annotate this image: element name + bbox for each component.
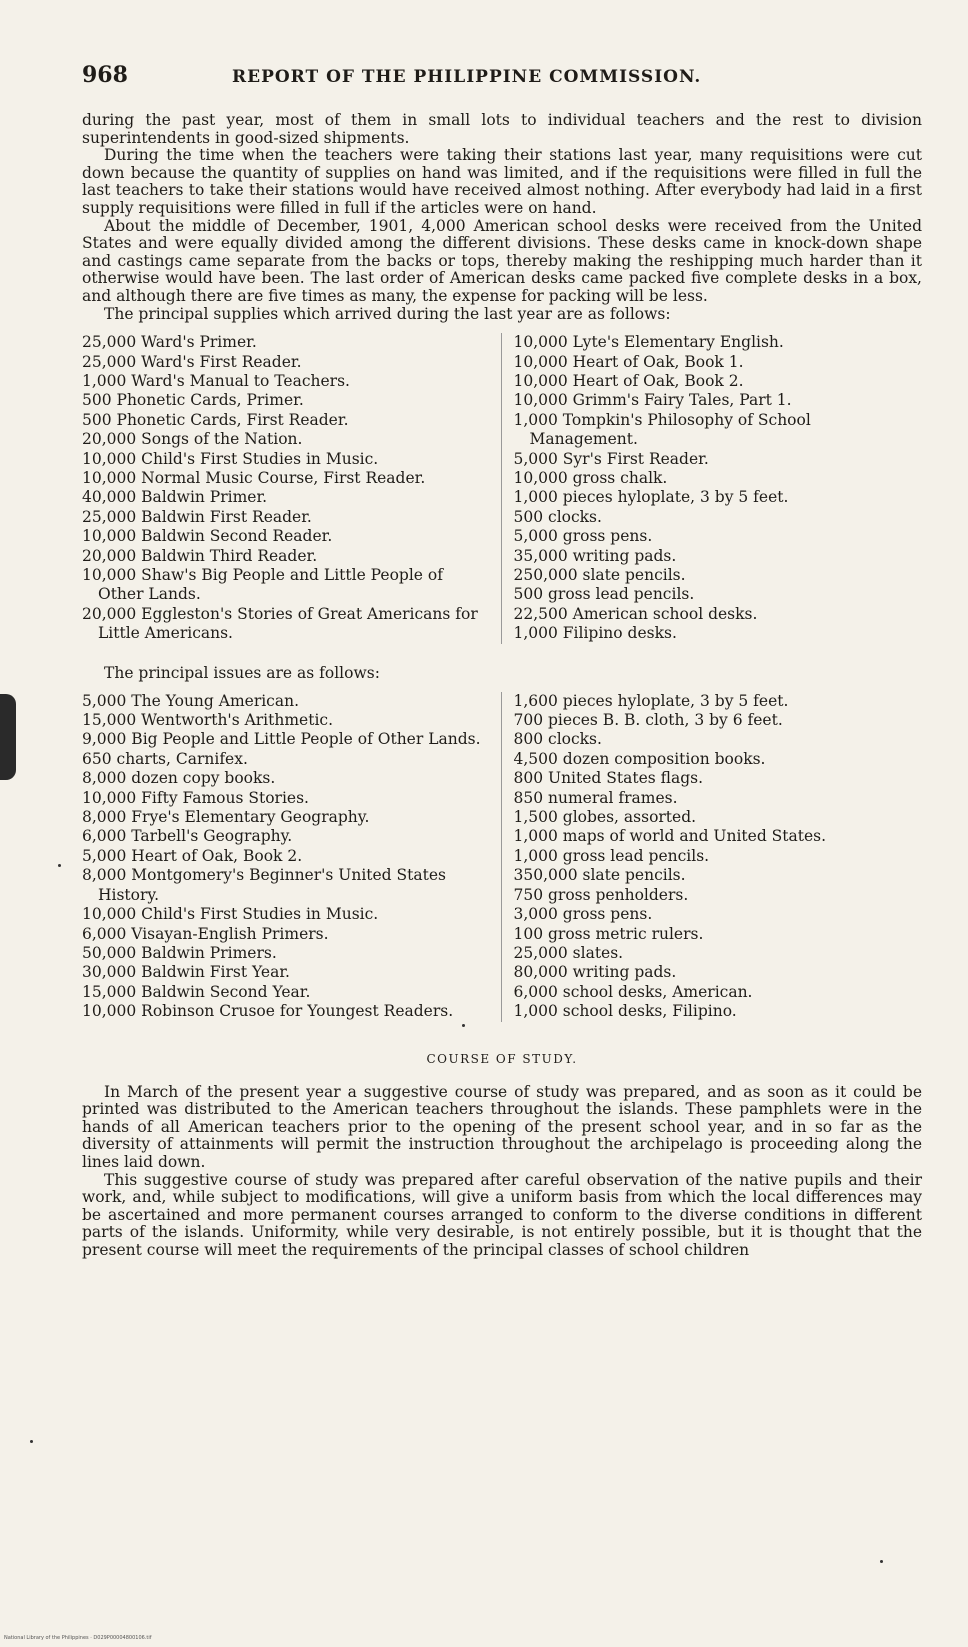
list-item: 15,000 Wentworth's Arithmetic. [82, 711, 334, 730]
list-item: 500 Phonetic Cards, Primer. [82, 391, 304, 410]
list-item: 10,000 Normal Music Course, First Reader. [82, 468, 426, 487]
list-item: 1,500 globes, assorted. [513, 808, 697, 827]
list-item: 1,000 pieces hyloplate, 3 by 5 feet. [513, 488, 789, 507]
list-item: 6,000 Visayan-English Primers. [82, 924, 329, 943]
list-item: 10,000 Shaw's Big People and Little People of Other Lands. [82, 566, 443, 604]
list-item: 10,000 Lyte's Elementary English. [513, 333, 784, 352]
list-item: 800 United States flags. [513, 769, 704, 788]
list-item: 750 gross penholders. [513, 885, 689, 904]
list-item: 700 pieces B. B. cloth, 3 by 6 feet. [513, 711, 783, 730]
list-item: 20,000 Eggleston's Stories of Great Americans for Little Americans. [82, 604, 478, 643]
page-number: 968 [82, 62, 128, 88]
list-item: 8,000 Frye's Elementary Geography. [82, 808, 370, 827]
issues-left-column [82, 692, 502, 1022]
list-item: 1,600 pieces hyloplate, 3 by 5 feet. [513, 691, 789, 710]
list-item: 5,000 Syr's First Reader. [513, 449, 709, 468]
list-item: 25,000 Ward's Primer. [82, 333, 257, 352]
list-item: 6,000 school desks, American. [513, 982, 753, 1001]
list-item: 10,000 Heart of Oak, Book 2. [513, 371, 744, 390]
list-item: 10,000 gross chalk. [513, 468, 668, 487]
list-item: 50,000 Baldwin Primers. [82, 943, 277, 962]
paragraph: During the time when the teachers were taking their stations last year, many requisitions were cut down because the quantity of supplies on hand was limited, and if the requisitions were filled in full the last teachers to take their stations would have received almost nothing. After everybody had laid in a first supply requisitions were filled in full if the articles were on hand. [82, 146, 922, 217]
list-item: 800 clocks. [513, 730, 602, 749]
list-item: 1,000 Tompkin's Philosophy of School Management. [513, 410, 811, 449]
list-item: 650 charts, Carnifex. [82, 749, 248, 768]
document-page [82, 62, 922, 1259]
list-item: 8,000 dozen copy books. [82, 769, 276, 788]
list-item: 6,000 Tarbell's Geography. [82, 827, 293, 846]
list-item: 35,000 writing pads. [513, 546, 677, 565]
issues-list [82, 692, 922, 1022]
paragraph: This suggestive course of study was prepared after careful observation of the native pupils and their work, and, while subject to modifications, will give a uniform basis from which the local differences may be ascertained and more permanent courses arranged to conform to the diverse conditions in different parts of the islands. Uniformity, while very desirable, is not entirely possible, but it is thought that the present course will meet the requirements of the principal classes of school children [82, 1170, 922, 1259]
list-item: 10,000 Baldwin Second Reader. [82, 527, 333, 546]
ink-speck [880, 1560, 883, 1563]
list-item: 9,000 Big People and Little People of Other Lands. [82, 730, 481, 749]
list-item: 5,000 The Young American. [82, 691, 300, 710]
list-item: 250,000 slate pencils. [513, 566, 686, 584]
list-item: 10,000 Grimm's Fairy Tales, Part 1. [513, 391, 792, 410]
list-item: 500 clocks. [513, 507, 602, 526]
list-item: 30,000 Baldwin First Year. [82, 963, 290, 982]
list-item: 40,000 Baldwin Primer. [82, 488, 268, 507]
list-item: 10,000 Child's First Studies in Music. [82, 905, 379, 924]
list-item: 500 gross lead pencils. [513, 585, 695, 604]
list-item: 850 numeral frames. [513, 788, 678, 807]
list-item: 22,500 American school desks. [513, 604, 758, 623]
page-edge-blot [0, 694, 16, 780]
list-item: 5,000 gross pens. [513, 527, 653, 546]
issues-intro: The principal issues are as follows: [104, 663, 380, 682]
supplies-list [82, 333, 922, 644]
list-item: 10,000 Heart of Oak, Book 1. [513, 352, 744, 371]
list-item: 8,000 Montgomery's Beginner's United States History. [82, 866, 446, 904]
list-item: 80,000 writing pads. [513, 963, 677, 982]
list-item: 4,500 dozen composition books. [513, 749, 766, 768]
section-title: COURSE OF STUDY. [426, 1051, 578, 1066]
list-item: 10,000 Fifty Famous Stories. [82, 788, 309, 807]
issues-right-column [502, 692, 923, 1022]
list-item: 15,000 Baldwin Second Year. [82, 982, 311, 1001]
list-item: 1,000 gross lead pencils. [513, 846, 710, 865]
ink-speck [58, 864, 61, 867]
supplies-left-column [82, 333, 502, 644]
page-header [82, 62, 922, 94]
list-item: 25,000 Ward's First Reader. [82, 352, 302, 371]
archive-footer: National Library of the Philippines · D029P00004800106.tif [4, 1635, 152, 1641]
list-item: 3,000 gross pens. [513, 905, 653, 924]
supplies-right-column [502, 333, 923, 644]
list-item: 1,000 school desks, Filipino. [513, 1002, 737, 1021]
list-item: 1,000 Filipino desks. [513, 624, 677, 643]
list-item: 20,000 Songs of the Nation. [82, 430, 303, 449]
list-item: 5,000 Heart of Oak, Book 2. [82, 846, 303, 865]
list-item: 25,000 slates. [513, 943, 624, 962]
list-item: 25,000 Baldwin First Reader. [82, 507, 312, 526]
paragraph: during the past year, most of them in small lots to individual teachers and the rest to division superintendents in good-sized shipments. [82, 111, 922, 147]
list-item: 500 Phonetic Cards, First Reader. [82, 410, 349, 429]
list-item: 10,000 Child's First Studies in Music. [82, 449, 379, 468]
list-item: 1,000 maps of world and United States. [513, 827, 827, 846]
paragraph: The principal supplies which arrived during the last year are as follows: [104, 304, 671, 323]
list-item: 100 gross metric rulers. [513, 924, 704, 943]
list-item: 350,000 slate pencils. [513, 866, 686, 885]
paragraph: About the middle of December, 1901, 4,000 American school desks were received from the United States and were equally divided among the different divisions. These desks came in knock-down shape and castings came separate from the backs or tops, thereby making the reshipping much harder than it otherwise would have been. The last order of American desks came packed five complete desks in a box, and although there are five times as many, the expense for packing will be less. [82, 216, 922, 305]
list-item: 20,000 Baldwin Third Reader. [82, 546, 318, 565]
list-item: 10,000 Robinson Crusoe for Youngest Readers. [82, 1002, 454, 1021]
running-head: REPORT OF THE PHILIPPINE COMMISSION. [232, 67, 702, 87]
list-item: 1,000 Ward's Manual to Teachers. [82, 371, 350, 390]
paragraph: In March of the present year a suggestive course of study was prepared, and as soon as it could be printed was distributed to the American teachers throughout the islands. These pamphlets were in the hands of all American teachers prior to the opening of the present school year, and in so far as the diversity of attainments will permit the instruction throughout the archipelago is proceeding along the lines laid down. [82, 1082, 922, 1171]
ink-speck [30, 1440, 33, 1443]
